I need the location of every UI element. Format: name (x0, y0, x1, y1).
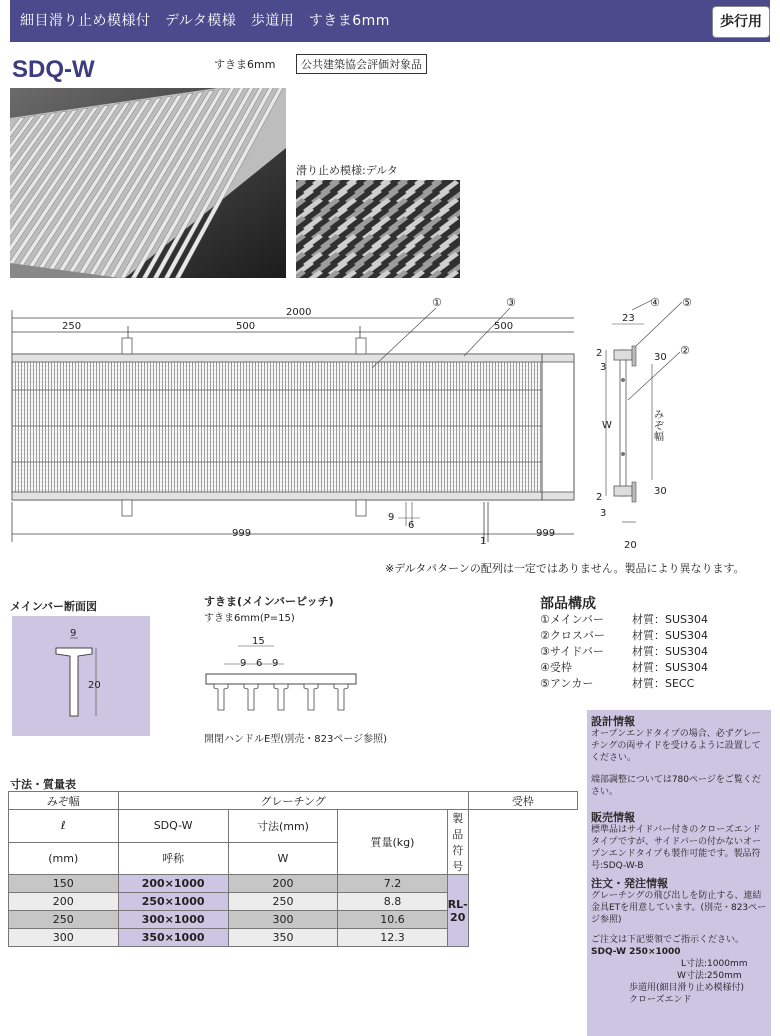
part-material: 材質：SUS304 (632, 645, 709, 658)
side-dim-2-top: 2 (596, 348, 603, 359)
cell-name: 350×1000 (118, 929, 228, 947)
handle-note: 開閉ハンドルE型(別売・823ページ参照) (204, 734, 388, 745)
part-material: 材質：SUS304 (632, 661, 709, 674)
page-title: 細目滑り止め模様付 デルタ模様 歩道用 すきま6mm (20, 13, 390, 29)
order-code: SDQ-W 250×1000 (591, 947, 681, 957)
order-w: W寸法:250mm (677, 971, 742, 981)
part-name: ②クロスバー (540, 629, 605, 642)
th-mass: 質量(kg) (338, 810, 447, 875)
mainbar-section-title: メインバー断面図 (10, 600, 98, 613)
callout-2: ② (680, 344, 690, 357)
parts-item (540, 676, 708, 692)
side-dim-2-bot: 2 (596, 492, 603, 503)
cell-w: 250 (228, 893, 338, 911)
order-info-title: 注文・発注情報 (591, 877, 668, 890)
gap-d3: 9 (272, 658, 279, 669)
table-row (9, 893, 578, 911)
cell-mizo: 300 (9, 929, 119, 947)
dim-6: 6 (408, 520, 415, 531)
gap-section-subtitle: すきま6mm(P=15) (204, 613, 295, 624)
cell-name: 200×1000 (118, 875, 228, 893)
pattern-label: 滑り止め模様:デルタ (296, 164, 398, 177)
certification-label: 公共建築協会評価対象品 (296, 54, 427, 74)
order-l: L寸法:1000mm (681, 959, 748, 969)
part-material: 材質：SUS304 (632, 613, 709, 626)
side-dim-30-bot: 30 (654, 486, 667, 497)
part-name: ④受枠 (540, 661, 572, 674)
side-dim-3-bot: 3 (600, 508, 607, 519)
th-mm: (mm) (9, 842, 119, 875)
parts-list (540, 612, 708, 692)
design-info-text: オープンエンドタイプの場合、必ずグレーチングの両サイドを受けるように設置してください。 (591, 729, 761, 763)
th-code: 製品符号 (447, 810, 468, 875)
order-example: ご注文は下記要領でご指示ください。 (591, 935, 745, 945)
side-dim-mizohaba: みぞ幅 (654, 410, 664, 443)
table-title: 寸法・質量表 (10, 778, 76, 791)
cell-w: 200 (228, 875, 338, 893)
dim-total: 2000 (286, 307, 312, 318)
parts-item (540, 628, 708, 644)
info-panel (587, 710, 771, 1036)
th-mizo: みぞ幅 (9, 792, 119, 810)
product-photo (10, 88, 286, 278)
gap-label: すきま6mm (214, 58, 276, 71)
gap-d1: 9 (240, 658, 247, 669)
spec-table (8, 791, 578, 947)
callout-3: ③ (506, 296, 516, 309)
design-info-title: 設計情報 (591, 715, 635, 728)
table-row (9, 875, 578, 893)
model-name: SDQ-W (12, 56, 95, 83)
parts-item (540, 660, 708, 676)
side-dim-w: W (602, 420, 612, 431)
callout-4: ④ (650, 296, 660, 309)
th-grating: グレーチング (118, 792, 468, 810)
th-ukewaku: 受枠 (468, 792, 577, 810)
part-name: ③サイドバー (540, 645, 604, 658)
sales-info-title: 販売情報 (591, 811, 635, 824)
part-material: 材質：SECC (632, 677, 695, 690)
parts-item (540, 644, 708, 660)
parts-title: 部品構成 (540, 596, 596, 612)
part-material: 材質：SUS304 (632, 629, 709, 642)
dim-250: 250 (62, 321, 82, 332)
order-info-text: グレーチングの飛び出しを防止する、連結金具ETを用意しています。(別売・823ページ参照) (591, 891, 767, 925)
gap-pitch: 15 (252, 636, 265, 647)
cell-mizo: 200 (9, 893, 119, 911)
callout-5: ⑤ (682, 296, 692, 309)
dim-999-a: 999 (232, 528, 252, 539)
mainbar-width: 9 (70, 628, 77, 639)
side-dim-3-top: 3 (600, 362, 607, 373)
dim-999-b: 999 (536, 528, 556, 539)
cell-w: 300 (228, 911, 338, 929)
pattern-note: ※デルタパターンの配列は一定ではありません。製品により異なります。 (385, 562, 745, 575)
part-name: ①メインバー (540, 613, 604, 626)
delta-pattern-photo (296, 180, 460, 278)
cell-code: RL-20 (447, 875, 468, 947)
callout-1: ① (432, 296, 442, 309)
cell-mizo: 250 (9, 911, 119, 929)
part-name: ⑤アンカー (540, 677, 594, 690)
category-badge: 歩行用 (712, 6, 770, 38)
order-type2: クローズエンド (629, 995, 692, 1005)
table-row (9, 911, 578, 929)
cell-mass: 10.6 (338, 911, 447, 929)
parts-item (540, 612, 708, 628)
table-row (9, 929, 578, 947)
th-w: W (228, 842, 338, 875)
cell-mass: 8.8 (338, 893, 447, 911)
cell-name: 300×1000 (118, 911, 228, 929)
gap-d2: 6 (256, 658, 263, 669)
order-type1: 歩道用(細目滑り止め模様付) (629, 983, 745, 993)
sales-info-text: 標準品はサイドバー付きのクローズエンドタイプですが、サイドバーの付かないオープンエンドタイプも製作可能です。製品符号:SDQ-W-B (591, 825, 762, 871)
cell-mizo: 150 (9, 875, 119, 893)
dim-500-b: 500 (494, 321, 514, 332)
side-dim-20: 20 (624, 540, 637, 551)
cell-name: 250×1000 (118, 893, 228, 911)
gap-section-title: すきま(メインバーピッチ) (204, 595, 334, 608)
dim-9: 9 (388, 512, 395, 523)
gap-section-figure (204, 632, 364, 722)
cell-mass: 7.2 (338, 875, 447, 893)
design-info-text2: 端部調整については780ページをご覧ください。 (591, 775, 761, 797)
mainbar-section-figure (12, 616, 150, 736)
th-model: SDQ-W (118, 810, 228, 843)
dim-1: 1 (480, 536, 487, 547)
mainbar-height: 20 (88, 680, 101, 691)
side-dim-30-top: 30 (654, 352, 667, 363)
th-name: 呼称 (118, 842, 228, 875)
side-dim-23: 23 (622, 313, 635, 324)
th-l: ℓ (9, 810, 119, 843)
cell-mass: 12.3 (338, 929, 447, 947)
cell-w: 350 (228, 929, 338, 947)
th-dim: 寸法(mm) (228, 810, 338, 843)
dim-500-a: 500 (236, 321, 256, 332)
plan-drawing (8, 296, 580, 556)
